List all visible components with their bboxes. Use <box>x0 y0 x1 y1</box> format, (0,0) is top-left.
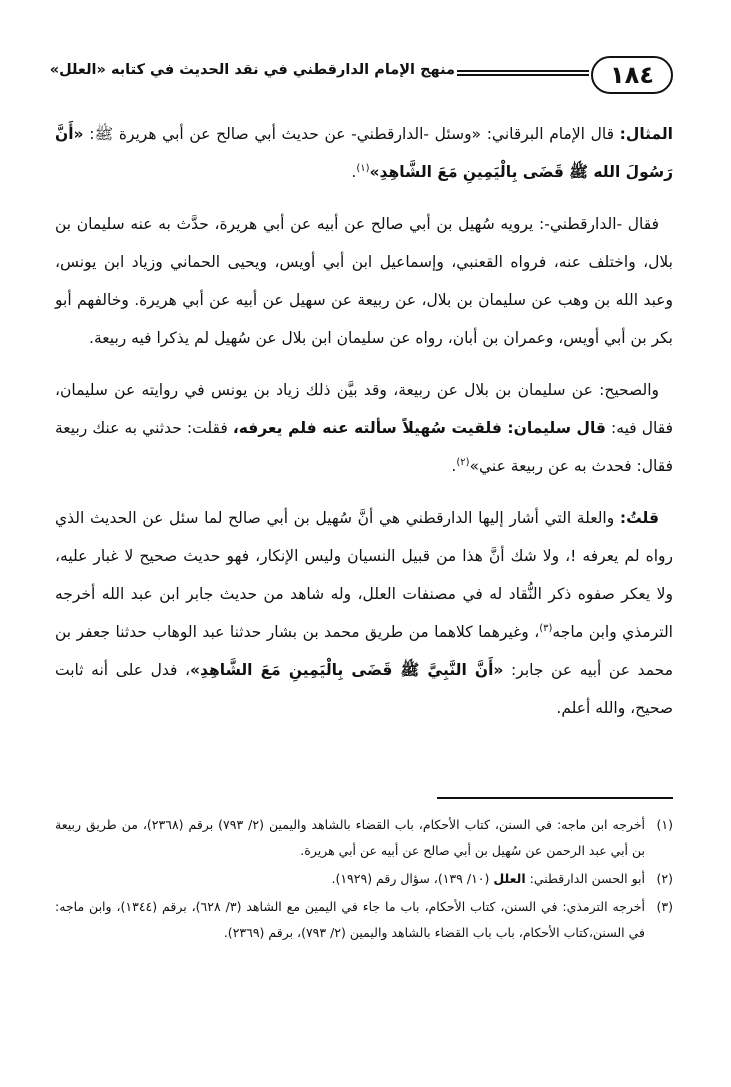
footnote-number: (٣) <box>656 899 673 914</box>
running-title: منهج الإمام الدارقطني في نقد الحديث في كتابه «العلل» <box>49 62 455 78</box>
footnote-text: أخرجه ابن ماجه: في السنن، كتاب الأحكام، باب القضاء بالشاهد واليمين (٢/ ٧٩٣) برقم (٢٣٦٨)، من طريق ربيعة بن أبي عبد الرحمن عن سُهيل بن أبي صالح عن أبيه عن أبي هريرة. <box>55 817 646 858</box>
footnote-divider <box>437 797 673 799</box>
paragraph-text: . <box>451 457 457 475</box>
hadith-quote: «أَنَّ النَّبِيَّ ﷺ قَضَى بِالْيَمِينِ مَعَ الشَّاهِدِ» <box>190 661 504 679</box>
paragraph-text: ، فدل على أنه ثابت صحيح، والله أعلم. <box>55 661 673 717</box>
paragraph-text: قال الإمام البرقاني: «وسئل -الدارقطني- عن حديث أبي صالح عن أبي هريرة ﷺ: <box>83 125 620 143</box>
example-label: المثال: <box>619 125 673 143</box>
paragraph-text: فقلت: حدثني به عنك ربيعة فقال: فحدث به عن ربيعة عني» <box>55 419 673 475</box>
main-text <box>55 115 673 741</box>
qultu-label: قلتُ: <box>619 509 659 527</box>
footnote-ref: (١) <box>356 162 370 174</box>
bold-quote: قال سليمان: فلقيت سُهيلاً سألته عنه فلم يعرفه، <box>232 419 606 437</box>
footnote-item <box>55 894 673 946</box>
paragraph-text: . <box>351 163 357 181</box>
footnote-ref: (٢) <box>456 456 470 468</box>
page-header <box>49 52 673 96</box>
paragraph-text: ، وغيرهما كلاهما من طريق محمد بن بشار حدثنا عبد الوهاب حدثنا جعفر بن محمد عن أبيه عن جابر: <box>55 623 673 679</box>
paragraph-text: والعلة التي أشار إليها الدارقطني هي أنَّ سُهيل بن أبي صالح لما سئل عن الحديث الذي رواه لم يعرفه !، ولا شك أنَّ هذا من قبيل النسيان وليس الإنكار، فهو حديث صحيح لا غبار عليه، ولا يعكر صفوه ذكر النُّقاد له في مصنفات العلل، وله شاهد من حديث جابر ابن عبد الله أخرجه الترمذي وابن ماجه <box>55 509 673 641</box>
footnote-text: أبو الحسن الدارقطني: <box>525 871 645 886</box>
footnote-ref: (٣) <box>539 622 553 634</box>
paragraph-text: والصحيح: عن سليمان بن بلال عن ربيعة، وقد بيَّن ذلك زياد بن يونس في روايته عن سليمان، فقال فيه: <box>55 381 673 437</box>
hadith-quote: «أَنَّ رَسُولَ الله ﷺ قَضَى بِالْيَمِينِ مَعَ الشَّاهِدِ» <box>55 125 673 181</box>
paragraph-sahih <box>55 371 673 485</box>
footnote-item <box>55 866 673 892</box>
footnotes <box>55 812 673 948</box>
paragraph-daraqutni: فقال -الدارقطني-: يرويه سُهيل بن أبي صالح عن أبيه عن أبي هريرة، حدَّث به عنه سليمان بن بلال، واختلف عنه، فرواه القعنبي، وإسماعيل ابن أبي أويس، ويحيى الحماني وزياد ابن يونس، وعبد الله بن وهب عن سليمان بن بلال، عن ربيعة عن سهيل عن أبيه عن أبي هريرة. وخالفهم أبو بكر بن أبي أويس، وعمران بن أبان، رواه عن سليمان ابن بلال عن سُهيل لم يذكرا فيه ربيعة. <box>55 215 673 347</box>
footnote-text: (١٠/ ١٣٩)، سؤال رقم (١٩٢٩). <box>331 871 494 886</box>
footnote-number: (٢) <box>656 871 673 886</box>
page-number: ١٨٤ <box>591 56 673 94</box>
footnote-item <box>55 812 673 864</box>
book-title: العلل <box>493 871 526 886</box>
paragraph-qultu <box>55 499 673 727</box>
footnote-number: (١) <box>656 817 673 832</box>
header-rule <box>457 70 589 80</box>
paragraph-example <box>55 115 673 191</box>
footnote-text: أخرجه الترمذي: في السنن، كتاب الأحكام، باب ما جاء في اليمين مع الشاهد (٣/ ٦٢٨)، برقم (١٣٤٤)، وابن ماجه: في السنن،كتاب الأحكام، باب باب القضاء بالشاهد واليمين (٢/ ٧٩٣)، برقم (٢٣٦٩). <box>55 899 646 940</box>
